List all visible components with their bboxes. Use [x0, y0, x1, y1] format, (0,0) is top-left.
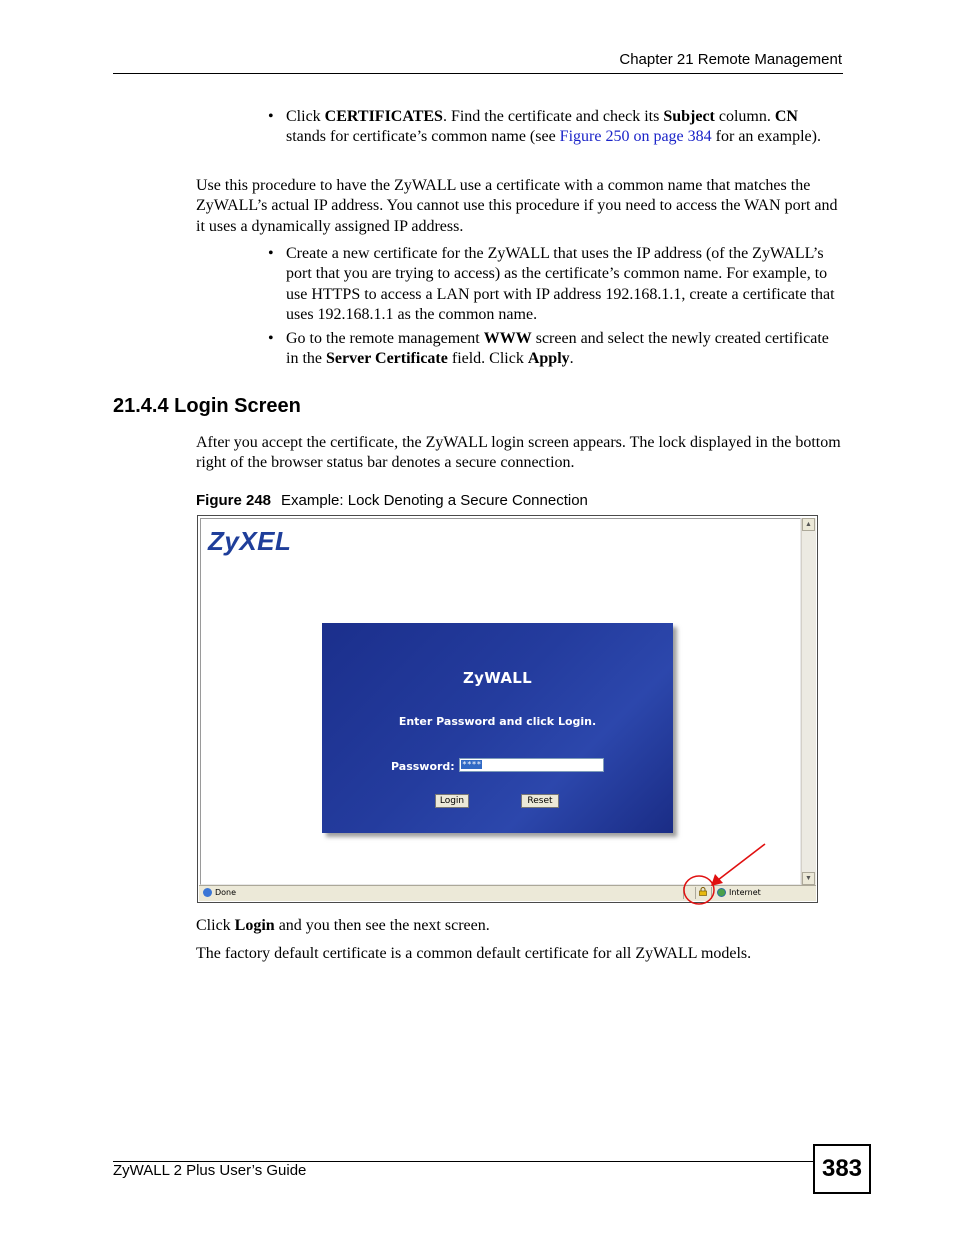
bold-term: CN	[774, 108, 798, 125]
page-number: 383	[813, 1144, 871, 1194]
password-label: Password:	[391, 760, 455, 773]
password-field[interactable]	[459, 758, 604, 772]
login-button[interactable]: Login	[435, 794, 469, 808]
bold-term: Subject	[663, 108, 715, 125]
bullet-create-certificate	[268, 244, 840, 326]
figure-caption	[196, 492, 588, 509]
text-run: screen and select the newly created certificate in the	[286, 330, 829, 368]
figure-title: Example: Lock Denoting a Secure Connection	[281, 492, 588, 509]
bold-term: WWW	[483, 330, 532, 347]
status-divider	[683, 887, 684, 899]
bullet-certificates	[268, 107, 840, 148]
footer-guide-title: ZyWALL 2 Plus User’s Guide	[113, 1162, 307, 1179]
browser-status-bar	[199, 885, 816, 901]
figure-label: Figure 248	[196, 492, 272, 509]
bullet-text: Create a new certificate for the ZyWALL that uses the IP address (of the ZyWALL’s port that you are trying to access) as the certificate’s common name. For example, to use HTTPS to access a LAN port with IP address 192.168.1.1, create a certificate that uses 192.168.1.1 as the common name.	[286, 245, 835, 324]
status-done-text: Done	[215, 888, 237, 897]
security-zone	[717, 888, 761, 897]
text-run: and you then see the next screen.	[274, 917, 490, 934]
bullet-dot: •	[268, 245, 274, 262]
procedure-paragraph: Use this procedure to have the ZyWALL use a certificate with a common name that matches the ZyWALL’s actual IP address. You cannot use this procedure if you need to access the WAN port and it uses a dynamically assigned IP address.	[196, 177, 838, 235]
text-run: Click	[286, 108, 325, 125]
zyxel-logo: ZyXEL	[208, 526, 292, 556]
scroll-up-icon[interactable]: ▲	[802, 518, 815, 531]
login-title: ZyWALL	[462, 669, 533, 687]
bold-term: Login	[234, 917, 275, 934]
text-run: field. Click	[447, 350, 528, 368]
status-zone-text: Internet	[729, 888, 761, 897]
login-intro-paragraph: After you accept the certificate, the ZyWALL login screen appears. The lock displayed in the bottom right of the browser status bar denotes a secure connection.	[196, 434, 841, 472]
ie-page-icon	[203, 888, 212, 897]
login-prompt: Enter Password and click Login.	[398, 715, 597, 728]
vertical-scrollbar[interactable]	[801, 518, 816, 885]
bold-term: Apply	[527, 350, 570, 368]
header-rule	[113, 73, 843, 74]
bullet-text	[286, 329, 840, 370]
figure-reference-link[interactable]: Figure 250 on page 384	[559, 128, 712, 146]
bullet-dot: •	[268, 108, 274, 125]
text-run: .	[569, 350, 574, 368]
bold-term: Server Certificate	[326, 350, 448, 368]
internet-zone-icon	[717, 888, 726, 897]
bullet-text	[286, 107, 840, 148]
factory-default-paragraph: The factory default certificate is a common default certificate for all ZyWALL models.	[196, 945, 752, 962]
bullet-select-certificate	[268, 329, 840, 370]
text-run: for an example).	[711, 128, 821, 146]
click-login-paragraph	[196, 916, 841, 936]
text-run: . Find the certificate and check its	[442, 108, 664, 125]
section-heading: 21.4.4 Login Screen	[113, 395, 301, 417]
status-done	[203, 888, 236, 897]
text-run: column.	[714, 108, 775, 125]
text-run: Go to the remote management	[286, 330, 484, 347]
text-run: stands for certificate’s common name (see	[286, 128, 560, 146]
status-divider	[695, 887, 696, 899]
running-header: Chapter 21 Remote Management	[619, 51, 842, 68]
login-panel	[322, 623, 673, 833]
bullet-dot: •	[268, 330, 274, 347]
text-run: Click	[196, 917, 235, 934]
lock-icon	[699, 887, 707, 896]
password-value: ****	[462, 760, 482, 769]
bold-term: CERTIFICATES	[324, 108, 443, 125]
scroll-down-icon[interactable]: ▼	[802, 872, 815, 885]
status-divider	[711, 887, 712, 899]
browser-screenshot	[197, 515, 818, 903]
reset-button[interactable]: Reset	[521, 794, 559, 808]
